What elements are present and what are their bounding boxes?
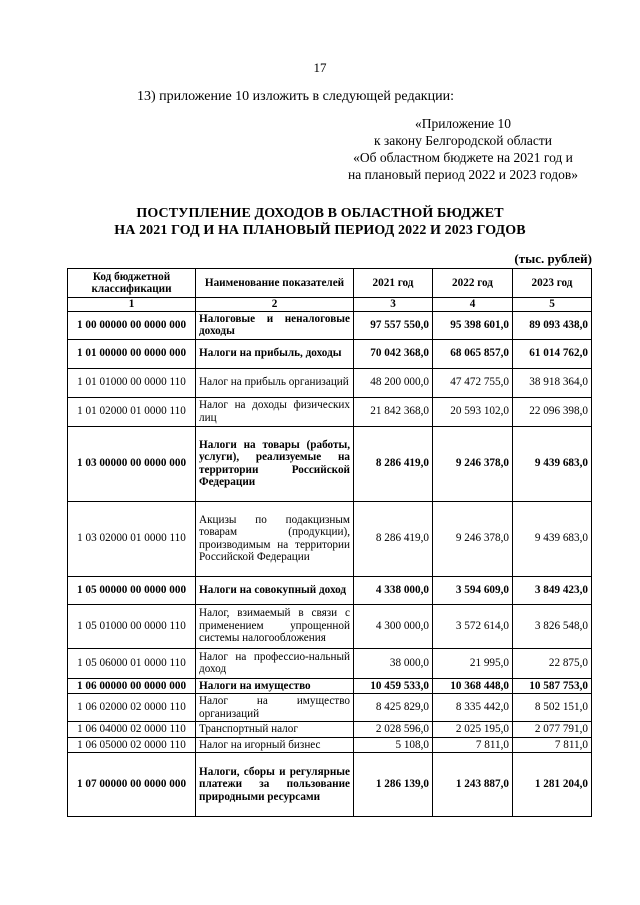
code-cell: 1 00 00000 00 0000 000 [68,311,196,339]
table-row [68,576,592,604]
value-2022-cell: 47 472 755,0 [433,368,513,397]
value-2023-cell: 61 014 762,0 [513,339,592,368]
value-2021-cell: 4 338 000,0 [354,576,433,604]
value-2023-cell: 89 093 438,0 [513,311,592,339]
code-cell: 1 06 04000 02 0000 110 [68,722,196,738]
value-2021-cell: 48 200 000,0 [354,368,433,397]
value-2022-cell: 7 811,0 [433,737,513,753]
code-cell: 1 05 00000 00 0000 000 [68,576,196,604]
value-2023-cell: 9 439 683,0 [513,426,592,501]
value-2021-cell: 10 459 533,0 [354,678,433,694]
name-cell: Налог на имущество организаций [196,694,354,722]
name-cell: Налоговые и неналоговые доходы [196,311,354,339]
col-number-5: 5 [513,298,592,312]
table-row [68,426,592,501]
value-2022-cell: 20 593 102,0 [433,397,513,426]
appendix-line-3: «Об областном бюджете на 2021 год и [353,150,573,165]
table-row [68,368,592,397]
value-2021-cell: 8 286 419,0 [354,501,433,576]
value-2021-cell: 38 000,0 [354,648,433,678]
value-2023-cell: 3 826 548,0 [513,604,592,648]
header-2021: 2021 год [354,269,433,298]
code-cell: 1 01 00000 00 0000 000 [68,339,196,368]
value-2021-cell: 8 425 829,0 [354,694,433,722]
table-row [68,397,592,426]
value-2023-cell: 2 077 791,0 [513,722,592,738]
table-row [68,737,592,753]
intro-text: 13) приложение 10 изложить в следующей редакции: [137,89,454,104]
table-row [68,678,592,694]
name-cell: Налоги на совокупный доход [196,576,354,604]
value-2022-cell: 1 243 887,0 [433,753,513,817]
title-line-2: НА 2021 ГОД И НА ПЛАНОВЫЙ ПЕРИОД 2022 И 2023 ГОДОВ [114,223,526,238]
code-cell: 1 07 00000 00 0000 000 [68,753,196,817]
value-2022-cell: 3 572 614,0 [433,604,513,648]
value-2023-cell: 22 875,0 [513,648,592,678]
table-row [68,648,592,678]
table-header-row [68,269,592,298]
table-row [68,501,592,576]
header-code: Код бюджетной классификации [68,269,196,298]
table-row [68,604,592,648]
value-2021-cell: 97 557 550,0 [354,311,433,339]
table-row [68,339,592,368]
code-cell: 1 06 05000 02 0000 110 [68,737,196,753]
value-2021-cell: 8 286 419,0 [354,426,433,501]
value-2022-cell: 68 065 857,0 [433,339,513,368]
table-body [68,311,592,817]
code-cell: 1 01 02000 01 0000 110 [68,397,196,426]
table-row [68,753,592,817]
code-cell: 1 06 02000 02 0000 110 [68,694,196,722]
value-2023-cell: 1 281 204,0 [513,753,592,817]
value-2023-cell: 8 502 151,0 [513,694,592,722]
name-cell: Налог на игорный бизнес [196,737,354,753]
value-2022-cell: 8 335 442,0 [433,694,513,722]
value-2022-cell: 9 246 378,0 [433,426,513,501]
name-cell: Транспортный налог [196,722,354,738]
name-cell: Налоги, сборы и регулярные платежи за пользование природными ресурсами [196,753,354,817]
name-cell: Налоги на товары (работы, услуги), реализуемые на территории Российской Федерации [196,426,354,501]
document-title [0,205,640,239]
value-2022-cell: 2 025 195,0 [433,722,513,738]
name-cell: Налог на прибыль организаций [196,368,354,397]
value-2022-cell: 95 398 601,0 [433,311,513,339]
header-2023: 2023 год [513,269,592,298]
appendix-line-1: «Приложение 10 [414,116,512,131]
table-row [68,722,592,738]
value-2022-cell: 3 594 609,0 [433,576,513,604]
name-cell: Налог на профессио-нальный доход [196,648,354,678]
page-number: 17 [313,60,327,75]
value-2022-cell: 10 368 448,0 [433,678,513,694]
value-2022-cell: 21 995,0 [433,648,513,678]
header-2022: 2022 год [433,269,513,298]
code-cell: 1 06 00000 00 0000 000 [68,678,196,694]
name-cell: Налог, взимаемый в связи с применением упрощенной системы налогообложения [196,604,354,648]
code-cell: 1 03 02000 01 0000 110 [68,501,196,576]
value-2021-cell: 21 842 368,0 [354,397,433,426]
value-2021-cell: 1 286 139,0 [354,753,433,817]
revenue-table [67,268,592,817]
value-2023-cell: 22 096 398,0 [513,397,592,426]
table-row [68,311,592,339]
appendix-line-4: на плановый период 2022 и 2023 годов» [347,167,578,182]
value-2021-cell: 70 042 368,0 [354,339,433,368]
name-cell: Налоги на имущество [196,678,354,694]
value-2023-cell: 9 439 683,0 [513,501,592,576]
col-number-2: 2 [196,298,354,312]
col-number-1: 1 [68,298,196,312]
name-cell: Налог на доходы физических лиц [196,397,354,426]
column-number-row [68,298,592,312]
appendix-line-2: к закону Белгородской области [374,133,552,148]
header-name: Наименование показателей [196,269,354,298]
value-2023-cell: 10 587 753,0 [513,678,592,694]
col-number-4: 4 [433,298,513,312]
name-cell: Акцизы по подакцизным товарам (продукции), производимым на территории Российской Федерации [196,501,354,576]
value-2021-cell: 5 108,0 [354,737,433,753]
col-number-3: 3 [354,298,433,312]
code-cell: 1 05 06000 01 0000 110 [68,648,196,678]
value-2023-cell: 7 811,0 [513,737,592,753]
table-row [68,694,592,722]
value-2023-cell: 3 849 423,0 [513,576,592,604]
title-line-1: ПОСТУПЛЕНИЕ ДОХОДОВ В ОБЛАСТНОЙ БЮДЖЕТ [136,206,504,221]
appendix-heading [318,115,608,183]
units-label: (тыс. рублей) [514,251,592,266]
code-cell: 1 05 01000 00 0000 110 [68,604,196,648]
code-cell: 1 01 01000 00 0000 110 [68,368,196,397]
value-2022-cell: 9 246 378,0 [433,501,513,576]
value-2021-cell: 2 028 596,0 [354,722,433,738]
value-2023-cell: 38 918 364,0 [513,368,592,397]
value-2021-cell: 4 300 000,0 [354,604,433,648]
code-cell: 1 03 00000 00 0000 000 [68,426,196,501]
name-cell: Налоги на прибыль, доходы [196,339,354,368]
